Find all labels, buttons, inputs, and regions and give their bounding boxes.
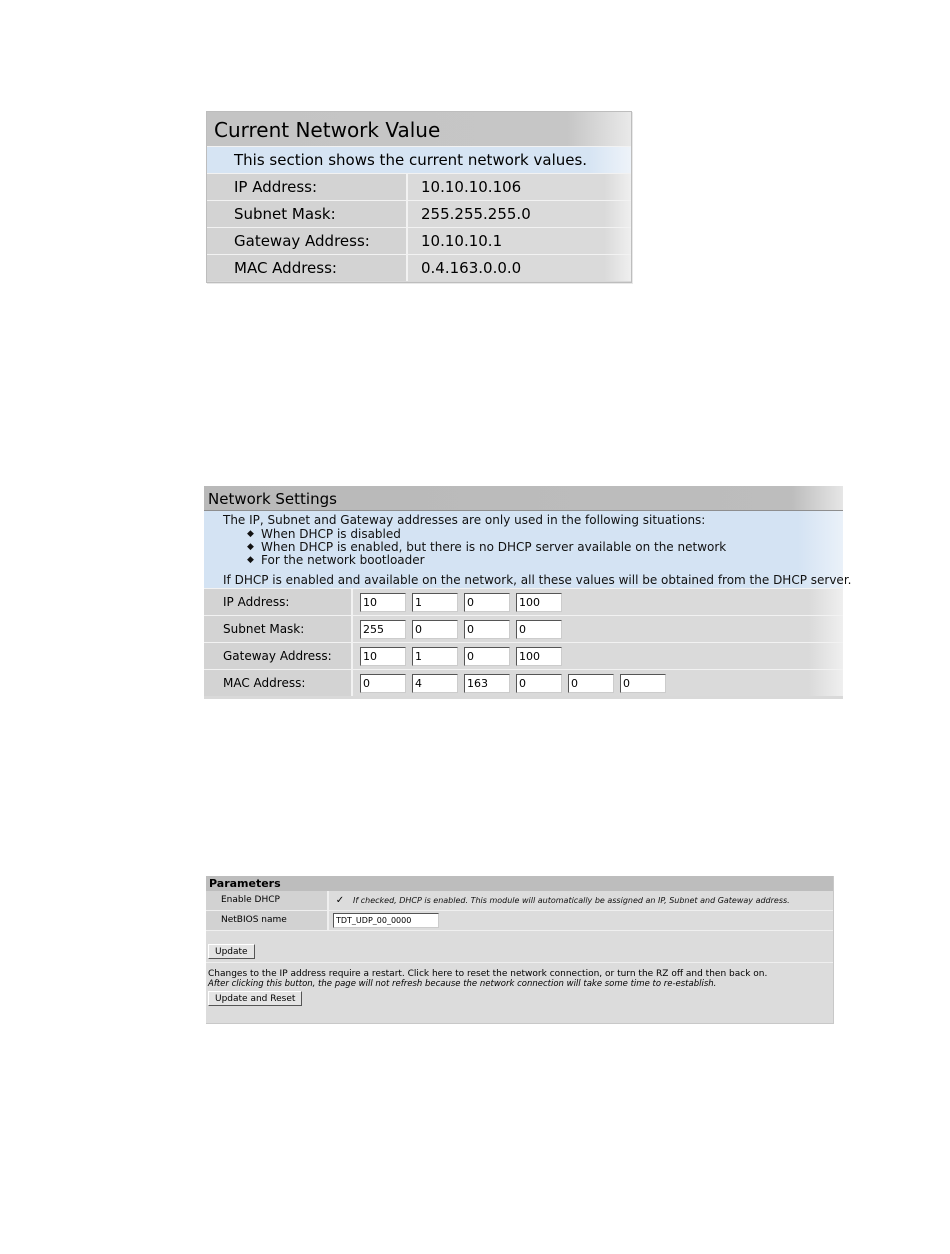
current-ip-value: 10.10.10.106 xyxy=(408,174,631,200)
gateway-octet-4-input[interactable] xyxy=(516,647,562,666)
list-item xyxy=(247,554,726,567)
mac-setting-label: MAC Address: xyxy=(204,670,353,696)
current-subnet-row xyxy=(207,201,631,228)
mac-setting-fields xyxy=(353,670,843,696)
diamond-bullet-icon: ◆ xyxy=(247,529,254,539)
checkmark-icon: ✓ xyxy=(335,894,345,906)
current-gateway-value: 10.10.10.1 xyxy=(408,228,631,254)
update-button-row xyxy=(206,931,833,963)
situation-list xyxy=(247,528,726,567)
gateway-setting-row xyxy=(204,643,843,670)
netbios-row xyxy=(206,911,833,931)
netbios-value xyxy=(329,911,833,930)
subnet-octet-1-input[interactable] xyxy=(360,620,406,639)
current-mac-label: MAC Address: xyxy=(207,255,408,281)
parameters-title: Parameters xyxy=(206,876,833,891)
dhcp-row xyxy=(206,891,833,911)
ip-setting-label: IP Address: xyxy=(204,589,353,615)
gateway-octet-1-input[interactable] xyxy=(360,647,406,666)
current-network-description: This section shows the current network values. xyxy=(207,147,631,174)
gateway-setting-fields xyxy=(353,643,843,669)
subnet-octet-4-input[interactable] xyxy=(516,620,562,639)
reset-section xyxy=(206,963,833,1019)
gateway-octet-2-input[interactable] xyxy=(412,647,458,666)
subnet-setting-fields xyxy=(353,616,843,642)
network-settings-title: Network Settings xyxy=(204,486,843,511)
situation-text: For the network bootloader xyxy=(261,553,425,567)
reset-note-italic: After clicking this button, the page will not refresh because the network connection will take some time to re-establish. xyxy=(208,979,717,989)
reset-note: Changes to the IP address require a restart. Click here to reset the network connection, or turn the RZ off and then back on. xyxy=(208,969,768,979)
situation-text: When DHCP is disabled xyxy=(261,527,401,541)
mac-byte-5-input[interactable] xyxy=(568,674,614,693)
current-gateway-row xyxy=(207,228,631,255)
update-and-reset-button[interactable]: Update and Reset xyxy=(208,991,302,1006)
mac-byte-3-input[interactable] xyxy=(464,674,510,693)
network-settings-panel xyxy=(204,486,852,699)
dhcp-value xyxy=(329,891,833,910)
current-ip-label: IP Address: xyxy=(207,174,408,200)
current-ip-row xyxy=(207,174,631,201)
parameters-panel xyxy=(206,876,834,1024)
subnet-setting-row xyxy=(204,616,843,643)
current-mac-row xyxy=(207,255,631,281)
ip-setting-fields xyxy=(353,589,843,615)
situation-text: When DHCP is enabled, but there is no DHCP server available on the network xyxy=(261,540,727,554)
diamond-bullet-icon: ◆ xyxy=(247,542,254,552)
subnet-setting-label: Subnet Mask: xyxy=(204,616,353,642)
dhcp-checkbox[interactable] xyxy=(335,896,345,906)
network-settings-outro: If DHCP is enabled and available on the network, all these values will be obtained from the DHCP server. xyxy=(223,573,852,587)
mac-byte-2-input[interactable] xyxy=(412,674,458,693)
ip-octet-2-input[interactable] xyxy=(412,593,458,612)
gateway-setting-label: Gateway Address: xyxy=(204,643,353,669)
mac-byte-4-input[interactable] xyxy=(516,674,562,693)
diamond-bullet-icon: ◆ xyxy=(247,555,254,565)
gateway-octet-3-input[interactable] xyxy=(464,647,510,666)
update-button[interactable]: Update xyxy=(208,944,255,959)
mac-byte-1-input[interactable] xyxy=(360,674,406,693)
current-subnet-label: Subnet Mask: xyxy=(207,201,408,227)
subnet-octet-3-input[interactable] xyxy=(464,620,510,639)
ip-octet-1-input[interactable] xyxy=(360,593,406,612)
ip-setting-row xyxy=(204,589,843,616)
current-network-title: Current Network Value xyxy=(207,112,631,147)
current-gateway-label: Gateway Address: xyxy=(207,228,408,254)
current-network-panel xyxy=(206,111,632,283)
netbios-name-input[interactable] xyxy=(333,913,439,928)
subnet-octet-2-input[interactable] xyxy=(412,620,458,639)
dhcp-hint: If checked, DHCP is enabled. This module will automatically be assigned an IP, Subnet and Gateway address. xyxy=(353,896,790,905)
ip-octet-3-input[interactable] xyxy=(464,593,510,612)
mac-setting-row xyxy=(204,670,843,696)
network-settings-info xyxy=(204,511,852,589)
current-mac-value: 0.4.163.0.0.0 xyxy=(408,255,631,281)
network-settings-intro: The IP, Subnet and Gateway addresses are only used in the following situations: xyxy=(223,513,706,527)
netbios-label: NetBIOS name xyxy=(206,911,329,930)
dhcp-label: Enable DHCP xyxy=(206,891,329,910)
ip-octet-4-input[interactable] xyxy=(516,593,562,612)
current-subnet-value: 255.255.255.0 xyxy=(408,201,631,227)
mac-byte-6-input[interactable] xyxy=(620,674,666,693)
